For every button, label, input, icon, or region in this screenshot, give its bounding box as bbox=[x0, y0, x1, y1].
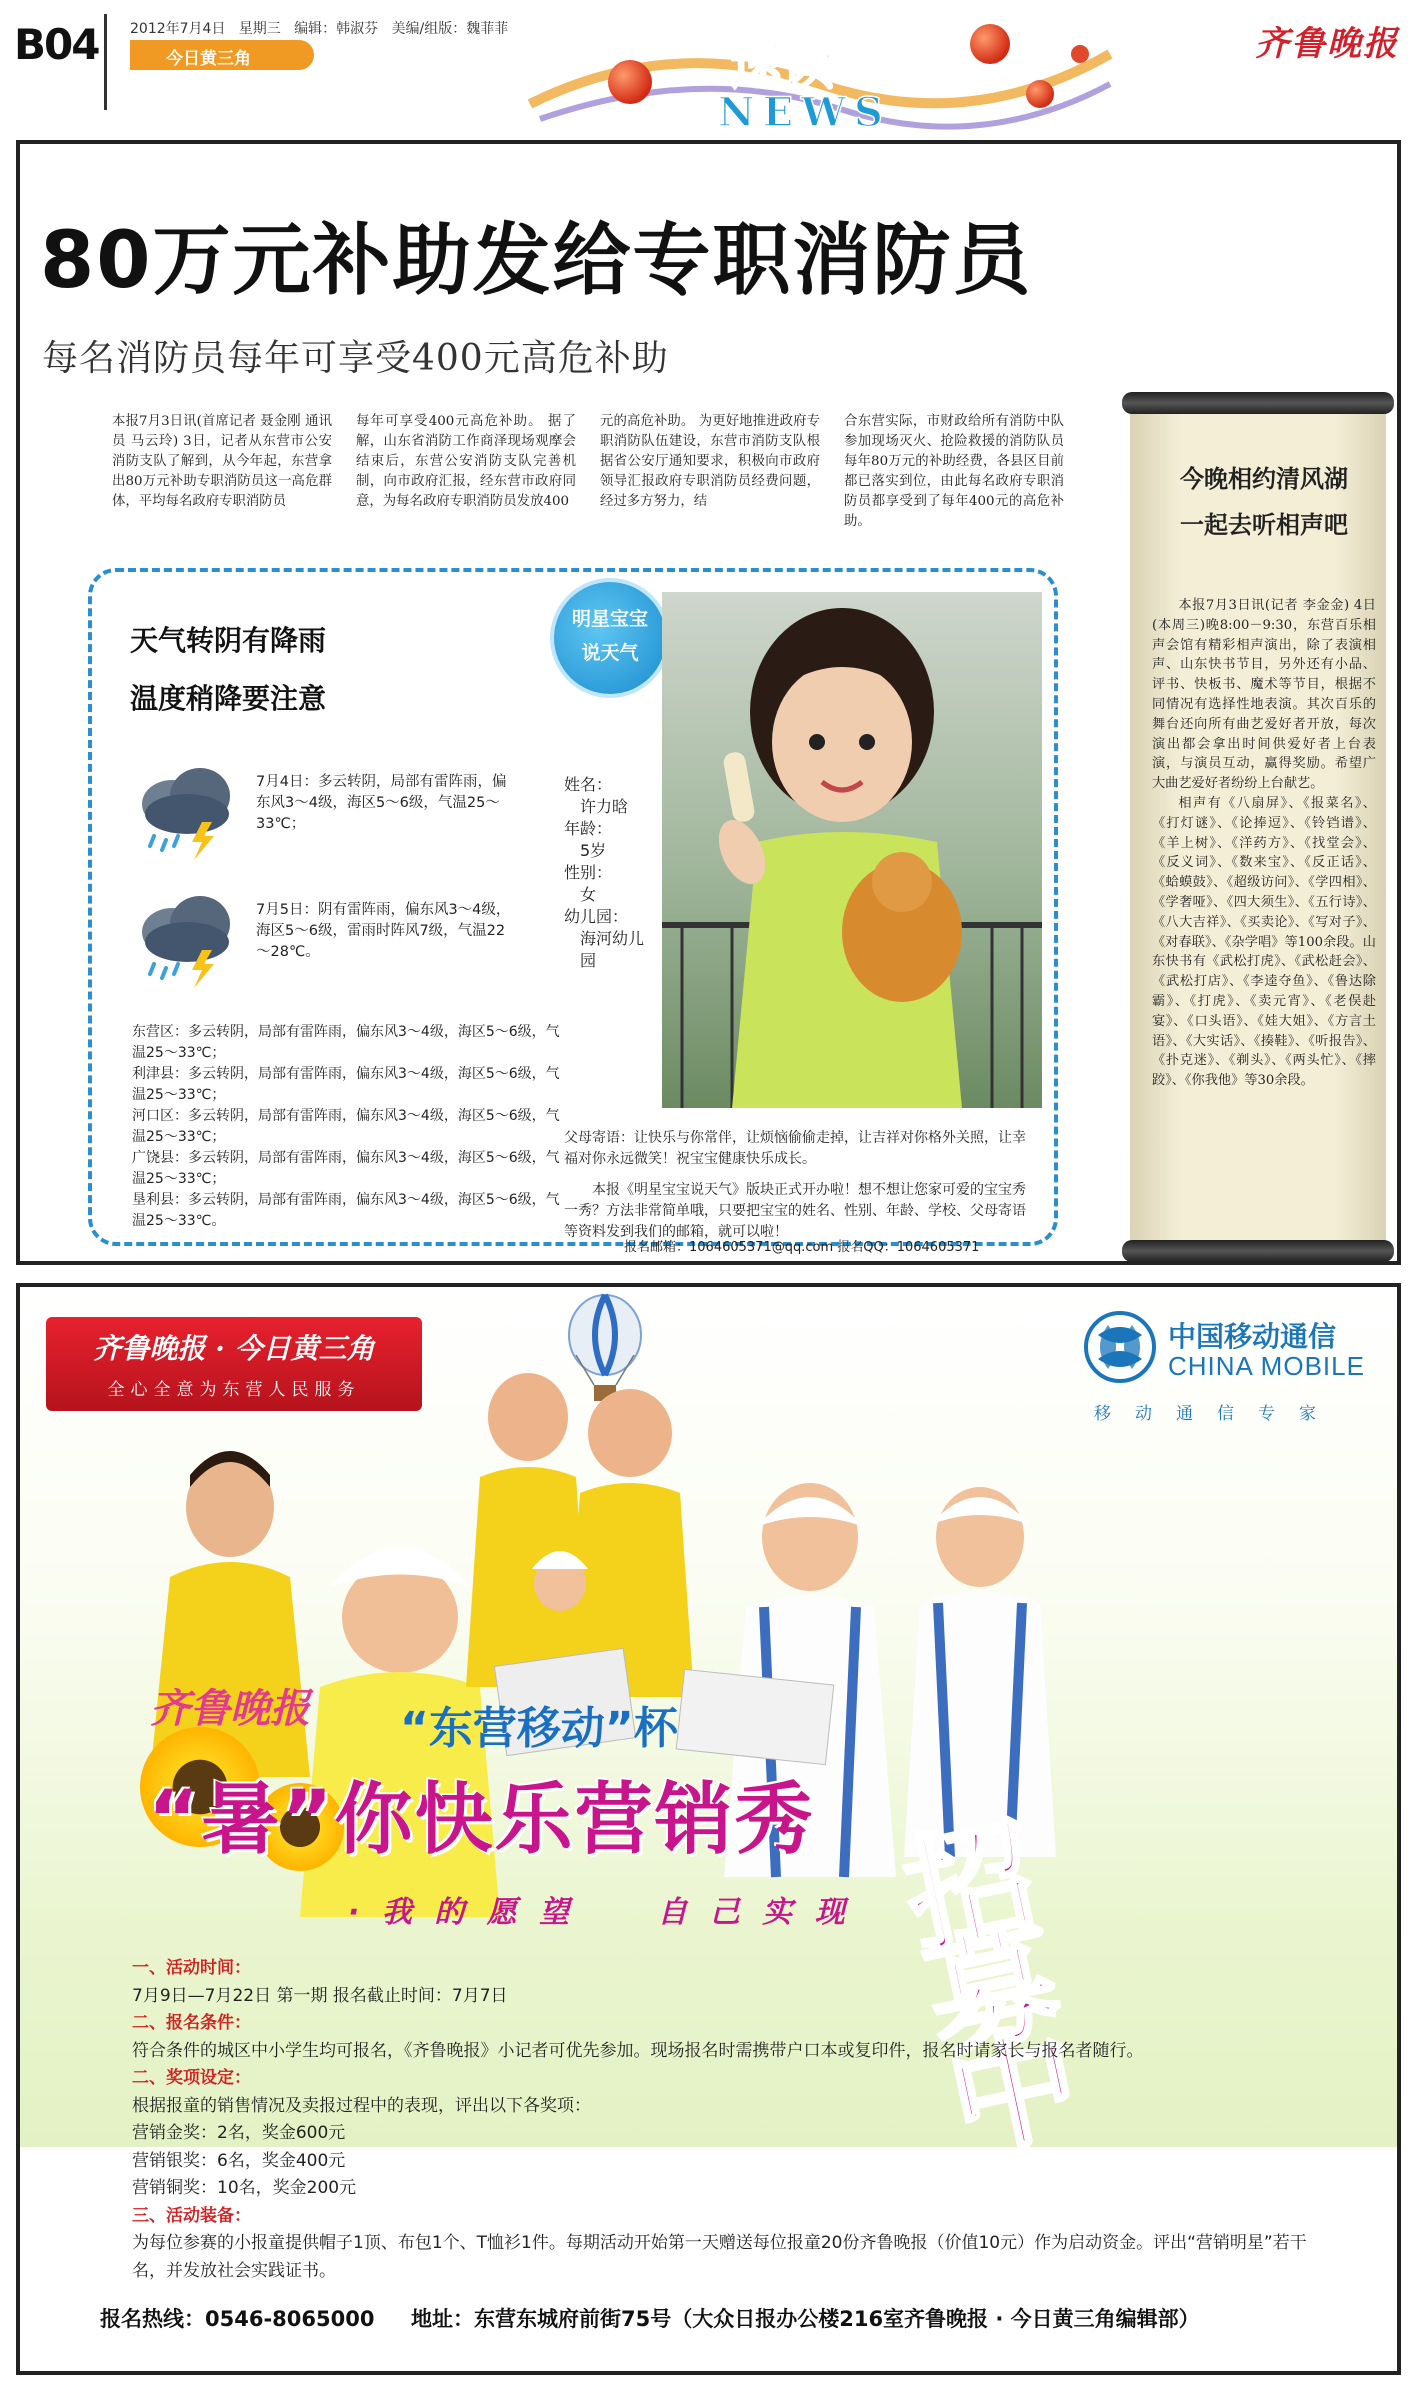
profile-label: 幼儿园： bbox=[564, 907, 629, 926]
profile-value: 海河幼儿园 bbox=[580, 929, 645, 970]
profile-value: 5岁 bbox=[580, 841, 607, 860]
svg-text:招募中: 招募中 bbox=[872, 1808, 1085, 2145]
section-tag: 今日黄三角 bbox=[130, 40, 314, 70]
article-column: 每年可享受400元高危补助。 据了解，山东省消防工作商泽现场观摩会结束后，东营公安消防支队完善机制，向市政府汇报，经东营市政府同意，为每名政府专职消防员发放400 bbox=[356, 414, 576, 509]
rules-line: 为每位参赛的小报童提供帽子1顶、布包1个、T恤衫1件。每期活动开始第一天赠送每位报童20份齐鲁晚报（价值10元）作为启动资金。评出“营销明星”若干名，并发放社会实践证书。 bbox=[132, 2233, 1307, 2281]
rules-heading: 二、奖项设定： bbox=[132, 2068, 251, 2088]
page-masthead bbox=[0, 0, 1417, 140]
weather-box bbox=[88, 568, 1058, 1255]
thunderstorm-cloud-icon bbox=[132, 884, 242, 994]
weather-title-line: 天气转阴有降雨 bbox=[130, 624, 327, 657]
forecast-text: 7月4日：多云转阴，局部有雷阵雨，偏东风3～4级，海区5～6级，气温25～33℃； bbox=[256, 774, 507, 832]
scroll-paper bbox=[1130, 410, 1386, 1244]
ad-brand-slogan: 全心全意为东营人民服务 bbox=[107, 1380, 361, 1400]
rules-heading: 一、活动时间： bbox=[132, 1958, 251, 1978]
parents-message: 父母寄语：让快乐与你常伴，让烦恼偷偷走掉，让吉祥对你格外关照，让幸福对你永远微笑！祝宝宝健康快乐成长。 bbox=[564, 1130, 1026, 1167]
rules-line: 营销铜奖：10名，奖金200元 bbox=[132, 2178, 357, 2198]
star-baby-badge bbox=[554, 582, 666, 694]
rules-line: 营销金奖：2名，奖金600元 bbox=[132, 2123, 346, 2143]
weather-title bbox=[130, 612, 326, 728]
recruiting-title bbox=[872, 1537, 1306, 2145]
district-forecast: 河口区：多云转阴，局部有雷阵雨，偏东风3～4级，海区5～6级，气温25～33℃； bbox=[132, 1108, 560, 1145]
profile-label: 性别： bbox=[564, 863, 613, 882]
sidebar-paragraph: 本报7月3日讯(记者 李金金) 4日(本周三)晚8:00－9:30，东营百乐相声会馆有精彩相声演出，除了表演相声、山东快书节目，另外还有小品、评书、快板书、魔术等节目，根据不同情况有选择性地表演。其次百乐的舞台还向所有曲艺爱好者开放，每次演出都会拿出时间供爱好者上台表演，与演员互动，赢得奖励。希望广大曲艺爱好者纷纷上台献艺。 bbox=[1152, 598, 1376, 792]
article-column: 合东营实际，市财政给所有消防中队参加现场灭火、抢险救援的消防队员每年80万元的补助经费，各县区目前都已落实到位，由此每名政府专职消防员都享受到了每年400元的高危补助。 bbox=[844, 414, 1064, 529]
article-column: 本报7月3日讯(首席记者 聂金刚 通讯员 马云玲) 3日，记者从东营市公安消防支队了解到，从今年起，东营拿出80万元补助专职消防员这一高危群体，平均每名政府专职消防员 bbox=[112, 414, 332, 509]
rules-heading: 三、活动装备： bbox=[132, 2205, 251, 2226]
forecast-day bbox=[132, 756, 532, 866]
district-forecast: 东营区：多云转阴，局部有雷阵雨，偏东风3～4级，海区5～6级，气温25～33℃； bbox=[132, 1024, 560, 1061]
campaign-title: “暑”你快乐营销秀 bbox=[148, 1775, 815, 1865]
sponsor-name-cn: 中国移动通信 bbox=[1168, 1320, 1337, 1353]
forecast-day bbox=[132, 884, 532, 994]
masthead-divider bbox=[104, 14, 107, 110]
district-forecast-list bbox=[132, 1022, 562, 1232]
campaign-slogan: · 我 的 愿 望 自 己 实 现 bbox=[348, 1895, 851, 1930]
page-number: B04 bbox=[14, 20, 99, 69]
rules-heading: 二、报名条件： bbox=[132, 2013, 251, 2033]
article-subhead: 每名消防员每年可享受400元高危补助 bbox=[42, 338, 669, 379]
sidebar-body bbox=[1152, 596, 1376, 1091]
news-article-panel bbox=[16, 140, 1401, 1265]
baby-profile bbox=[564, 774, 656, 972]
column-notice: 本报《明星宝宝说天气》版块正式开办啦！想不想让您家可爱的宝宝秀一秀？方法非常简单哦，只要把宝宝的姓名、性别、年龄、学校、父母寄语等资料发到我们的邮箱，就可以啦！ bbox=[564, 1182, 1026, 1240]
scroll-rod-top bbox=[1122, 392, 1394, 414]
news-banner bbox=[520, 14, 1120, 140]
banner-cn: 速读 bbox=[730, 37, 835, 97]
district-forecast: 利津县：多云转阴，局部有雷阵雨，偏东风3～4级，海区5～6级，气温25～33℃； bbox=[132, 1066, 560, 1103]
campaign-advertisement bbox=[16, 1283, 1401, 2375]
profile-label: 年龄： bbox=[564, 819, 613, 838]
crosstalk-sidebar bbox=[1122, 392, 1394, 1262]
date-editor-line: 2012年7月4日 星期三 编辑：韩淑芬 美编/组版：魏菲菲 bbox=[130, 21, 509, 37]
decor-ball-icon bbox=[970, 24, 1010, 64]
signup-contact: 报名邮箱：1064605371@qq.com 报名QQ：1064605371 bbox=[624, 1240, 980, 1255]
sponsor-tagline: 移动通信专家 bbox=[1094, 1404, 1340, 1424]
sidebar-title-line: 一起去听相声吧 bbox=[1180, 511, 1348, 539]
thunderstorm-cloud-icon bbox=[132, 756, 242, 866]
rules-line: 7月9日—7月22日 第一期 报名截止时间：7月7日 bbox=[132, 1985, 508, 2006]
profile-label: 姓名： bbox=[564, 775, 613, 794]
sponsor-name-en: CHINA MOBILE bbox=[1168, 1351, 1365, 1381]
weather-title-line: 温度稍降要注意 bbox=[130, 682, 327, 715]
rules-line: 营销银奖：6名，奖金400元 bbox=[132, 2150, 346, 2171]
forecast-text: 7月5日：阴有雷阵雨，偏东风3～4级，海区5～6级，雷雨时阵风7级，气温22～28℃。 bbox=[256, 902, 511, 960]
scroll-rod-bottom bbox=[1122, 1240, 1394, 1262]
decor-ball-icon bbox=[608, 60, 652, 104]
cup-title: “东营移动”杯 bbox=[400, 1703, 678, 1754]
newspaper-logo: 齐鲁晚报 bbox=[1255, 24, 1399, 64]
rules-line: 根据报童的销售情况及卖报过程中的表现，评出以下各奖项： bbox=[132, 2095, 591, 2116]
sidebar-title bbox=[1154, 456, 1374, 548]
profile-value: 许力晗 bbox=[580, 797, 629, 816]
baby-photo bbox=[662, 592, 1042, 1108]
article-column: 元的高危补助。 为更好地推进政府专职消防队伍建设，东营市消防支队根据省公安厅通知要求，积极向市政府领导汇报政府专职消防员经费问题，经过多方努力，结 bbox=[600, 414, 820, 509]
sidebar-paragraph: 相声有《八扇屏》、《报菜名》、《打灯谜》、《论捧逗》、《铃铛谱》、《羊上树》、《洋药方》、《找堂会》、《反义词》、《数来宝》、《反正话》、《蛤蟆鼓》、《超级访问》、《学四相》、《学奢哑》、《四大须生》、《五行诗》、《八大吉祥》、《买卖论》、《写对子》、《对春联》、《杂学唱》等100余段。山东快书有《武松打虎》、《武松赶会》、《武松打店》、《李逵夺鱼》、《鲁达除霸》、《打虎》、《卖元宵》、《老俣赴宴》、《口头语》、《娃大姐》、《方言土语》、《大实话》、《揍鞋》、《听报告》、《扑克迷》、《剃头》、《两头忙》、《摔跤》、《你我他》等30余段。 bbox=[1152, 795, 1376, 1089]
ad-newspaper-logo: 齐鲁晚报 bbox=[150, 1685, 310, 1732]
district-forecast: 垦利县：多云转阴，局部有雷阵雨，偏东风3～4级，海区5～6级，气温25～33℃。 bbox=[132, 1192, 560, 1229]
article-body bbox=[112, 412, 1072, 552]
badge-line: 明星宝宝 bbox=[571, 608, 648, 630]
ad-brand-title: 齐鲁晚报 · 今日黄三角 bbox=[93, 1332, 375, 1365]
article-headline: 80万元补助发给专职消防员 bbox=[40, 216, 1033, 306]
campaign-rules bbox=[132, 1955, 1332, 2285]
decor-ball-icon bbox=[1026, 80, 1054, 108]
banner-en: NEWS bbox=[718, 89, 891, 136]
district-forecast: 广饶县：多云转阴，局部有雷阵雨，偏东风3～4级，海区5～6级，气温25～33℃； bbox=[132, 1150, 560, 1187]
badge-line: 说天气 bbox=[581, 642, 639, 664]
profile-value: 女 bbox=[580, 885, 597, 904]
hotline-address: 报名热线：0546-8065000 地址：东营东城府前街75号（大众日报办公楼216室齐鲁晚报 · 今日黄三角编辑部） bbox=[100, 2307, 1200, 2331]
rules-line: 符合条件的城区中小学生均可报名，《齐鲁晚报》小记者可优先参加。现场报名时需携带户口本或复印件，报名时请家长与报名者随行。 bbox=[132, 2040, 1144, 2061]
sidebar-title-line: 今晚相约清风湖 bbox=[1180, 465, 1348, 493]
